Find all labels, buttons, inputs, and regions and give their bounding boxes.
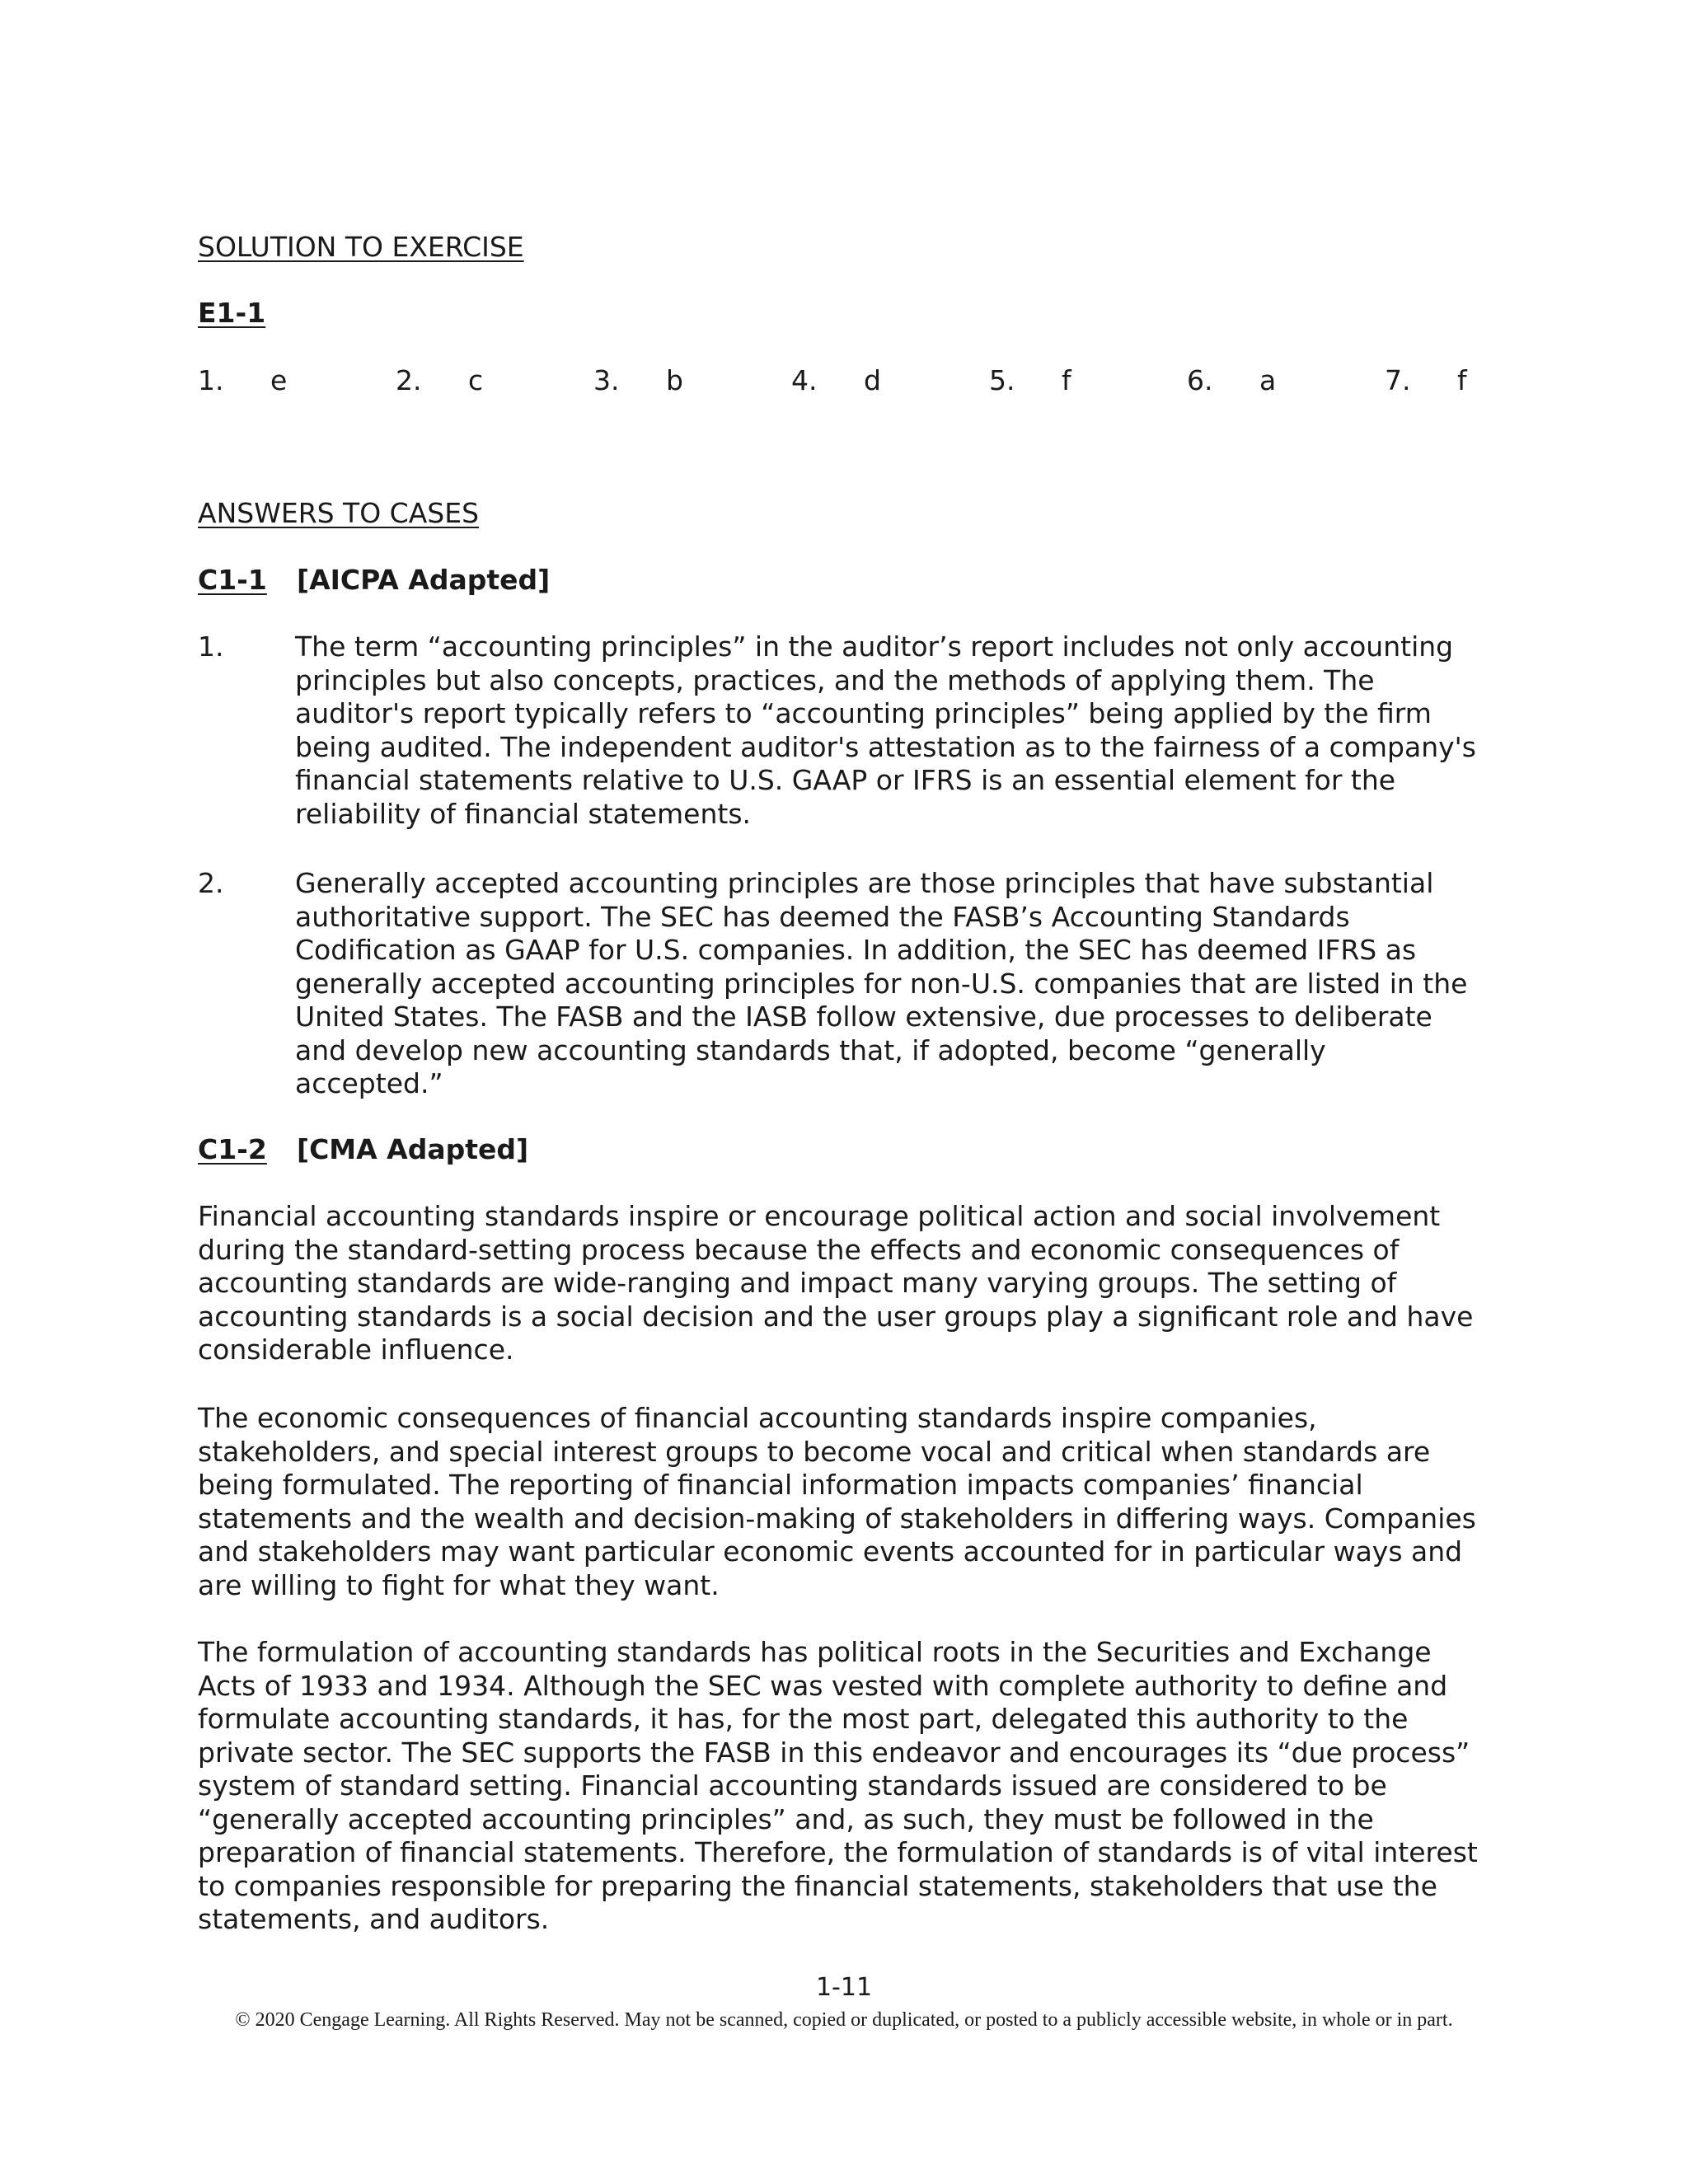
exercise-answers xyxy=(198,364,1517,397)
answer-value: b xyxy=(666,364,683,396)
case-c1-2-title: [CMA Adapted] xyxy=(297,1133,529,1165)
answer-value: a xyxy=(1259,364,1277,396)
exercise-code xyxy=(198,297,1500,330)
exercise-code-label: E1-1 xyxy=(198,297,266,329)
answer-number: 7. xyxy=(1385,364,1411,396)
answer-value: d xyxy=(864,364,881,396)
answer-number: 6. xyxy=(1187,364,1213,396)
item-number: 1. xyxy=(198,630,224,663)
answer-value: f xyxy=(1457,364,1467,396)
case-c1-1-header xyxy=(198,564,1500,597)
answer-number: 1. xyxy=(198,364,224,396)
case-c1-2-paragraph-1: Financial accounting standards inspire or encourage political action and social involvement during the standard-setting process because the effects and economic consequences of accounting standards are wide-ranging and impact many varying groups. The setting of accounting standards is a social decision and the user groups play a significant role and have considerable influence. xyxy=(198,1200,1474,1366)
answer-value: e xyxy=(270,364,288,396)
case-c1-2-code: C1-2 xyxy=(198,1133,267,1165)
item-number: 2. xyxy=(198,867,224,899)
case-c1-1-item-1 xyxy=(198,630,1517,831)
exercise-heading: SOLUTION TO EXERCISE xyxy=(198,231,524,263)
answer-value: c xyxy=(468,364,484,396)
case-c1-2-header xyxy=(198,1133,1500,1166)
answer-number: 3. xyxy=(593,364,620,396)
copyright-notice: © 2020 Cengage Learning. All Rights Reserved. May not be scanned, copied or duplicated, or posted to a publicly accessible website, in whole or in part. xyxy=(235,2009,1453,2031)
case-c1-1-item-2 xyxy=(198,867,1517,1101)
case-c1-2-paragraph-3: The formulation of accounting standards has political roots in the Securities and Exchange Acts of 1933 and 1934. Although the SEC was vested with complete authority to define and formulate accounting standards, it has, for the most part, delegated this authority to the private sector. The SEC supports the FASB in this endeavor and encourages its “due process” system of standard setting. Financial accounting standards issued are considered to be “generally accepted accounting principles” and, as such, they must be followed in the preparation of financial statements. Therefore, the formulation of standards is of vital interest to companies responsible for preparing the financial statements, stakeholders that use the statements, and auditors. xyxy=(198,1636,1478,1935)
case-c1-1-code: C1-1 xyxy=(198,564,267,596)
answer-number: 4. xyxy=(791,364,818,396)
case-c1-2-paragraph-2: The economic consequences of financial accounting standards inspire companies, stakeholders, and special interest groups to become vocal and critical when standards are being formulated. The reporting of financial information impacts companies’ financial statements and the wealth and decision-making of stakeholders in differing ways. Companies and stakeholders may want particular economic events accounted for in particular ways and are willing to fight for what they want. xyxy=(198,1402,1476,1601)
cases-heading: ANSWERS TO CASES xyxy=(198,497,480,529)
answer-number: 5. xyxy=(989,364,1015,396)
answer-value: f xyxy=(1062,364,1071,396)
case-c1-1-title: [AICPA Adapted] xyxy=(297,564,551,596)
item-text: Generally accepted accounting principles are those principles that have substantial authoritative support. The SEC has deemed the FASB’s Accounting Standards Codification as GAAP for U.S. companies. In addition, the SEC has deemed IFRS as generally accepted accounting principles for non-U.S. companies that are listed in the United States. The FASB and the IASB follow extensive, due processes to deliberate and develop new accounting standards that, if adopted, become “generally accepted.” xyxy=(295,867,1468,1099)
item-text: The term “accounting principles” in the auditor’s report includes not only accounting principles but also concepts, practices, and the methods of applying them. The auditor's report typically refers to “accounting principles” being applied by the firm being audited. The independent auditor's attestation as to the fairness of a company's financial statements relative to U.S. GAAP or IFRS is an essential element for the reliability of financial statements. xyxy=(295,630,1476,830)
answer-number: 2. xyxy=(396,364,422,396)
page-number: 1-11 xyxy=(815,1973,873,2002)
